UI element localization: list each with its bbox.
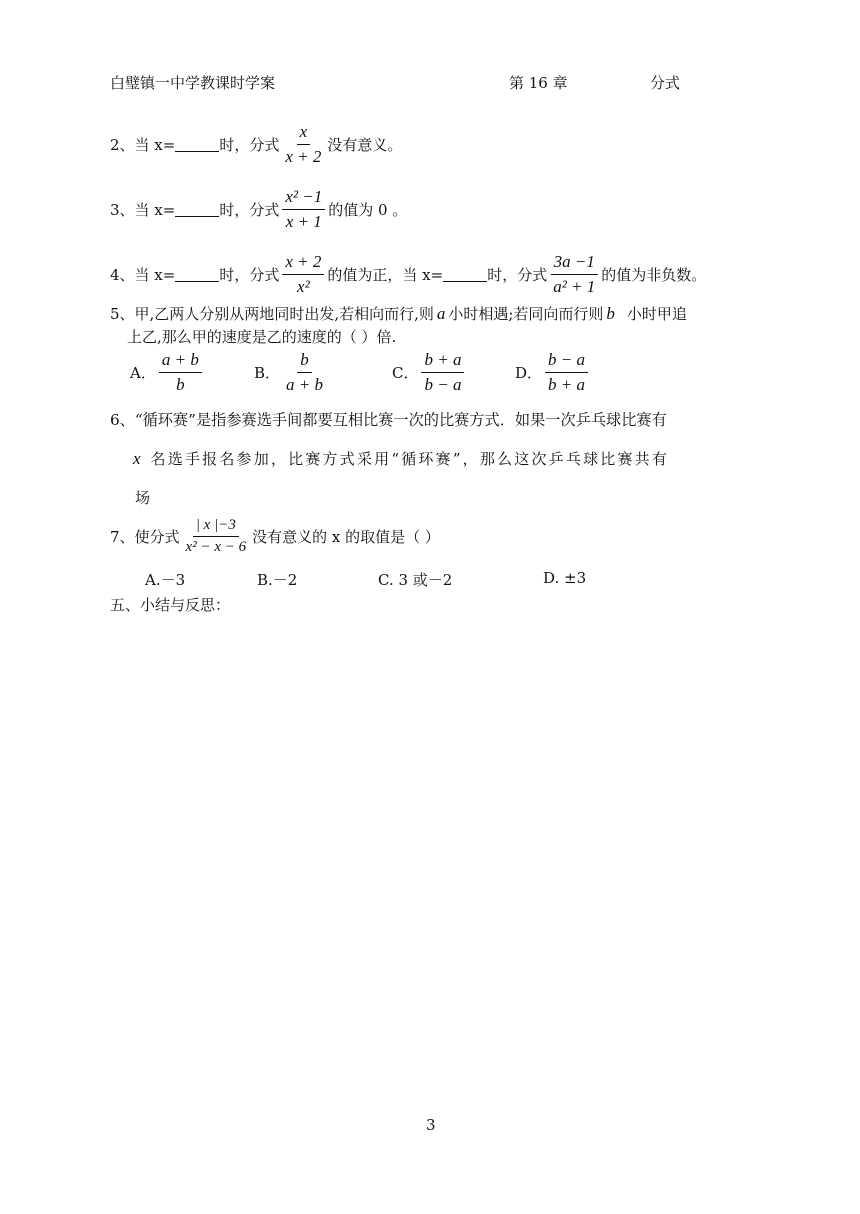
q7-prefix: 7、使分式 [110,528,180,547]
q5-text-c: 小时甲追 [626,305,687,323]
q5-option-c-fraction [421,350,464,394]
q5-option-d-den: b + a [548,374,586,394]
q6-text-2: 名选手报名参加，比赛方式采用“循环赛”，那么这次乒乓球比赛共有 [150,450,670,468]
q3-prefix: 3、当 x= [110,200,176,219]
q5-option-b-label: B． [254,363,281,382]
q7-option-c[interactable]: C. 3 或－2 [378,571,453,589]
q5-option-a-fraction [159,350,202,394]
q3-suffix: 的值为 0 。 [328,200,408,219]
header-school: 白璧镇一中学教课时学案 [110,74,276,92]
q5-option-b-fraction [283,350,326,394]
q4-prefix: 4、当 x= [110,265,176,284]
section-summary-heading: 五、小结与反思： [110,596,231,614]
q7-option-a[interactable]: A.－3 [145,571,186,589]
question-6-line-2 [133,448,753,469]
q2-mid: 时，分式 [219,135,280,154]
q5-option-a-num: a + b [159,350,202,373]
q4-blank-2[interactable] [443,267,487,282]
page-number: 3 [426,1116,436,1134]
q2-suffix: 没有意义。 [327,135,403,154]
q5-option-b[interactable] [254,350,329,394]
q7-frac-den: x² − x − 6 [185,539,247,556]
q3-frac-num: x² −1 [282,187,325,210]
q7-option-b[interactable]: B.－2 [257,571,298,589]
q2-blank[interactable] [175,137,219,152]
q3-mid: 时，分式 [219,200,280,219]
q5-option-c-den: b − a [424,374,462,394]
q4-frac1-den: x² [297,276,310,296]
q7-option-d[interactable]: D. ±3 [543,569,587,587]
question-6-line-3: 场 [135,489,151,507]
q4-mid2: 时，分式 [487,265,548,284]
q5-var-b: b [606,303,615,323]
q5-option-a-den: b [176,374,185,394]
question-5-line-2: 上乙,那么甲的速度是乙的速度的（ ）倍. [127,328,397,346]
question-6-line-1: 6、“循环赛”是指参赛选手间都要互相比赛一次的比赛方式．如果一次乒乓球比赛有 [110,411,667,429]
q3-blank[interactable] [175,202,219,217]
q2-frac-num: x [297,122,311,145]
q3-fraction [282,187,325,231]
q5-option-c-num: b + a [421,350,464,373]
q4-frac2-den: a² + 1 [553,276,596,296]
q2-frac-den: x + 2 [285,146,322,166]
q7-fraction [183,517,250,557]
q5-option-a-label: A． [130,363,156,382]
q5-option-b-num: b [297,350,312,373]
q3-frac-den: x + 1 [285,211,322,231]
question-5-line-1 [110,303,687,324]
header-chapter: 第 16 章 [509,74,568,92]
q4-fraction-2 [550,252,598,296]
question-3 [110,187,407,231]
q4-frac2-num: 3a −1 [551,252,598,275]
q4-suffix: 的值为非负数。 [601,265,707,284]
q5-option-d[interactable] [515,350,591,394]
q5-text-a: 5、甲,乙两人分别从两地同时出发,若相向而行,则 [110,305,434,323]
q4-fraction-1 [282,252,324,296]
q5-option-d-num: b − a [545,350,588,373]
q4-frac1-num: x + 2 [282,252,324,275]
q5-option-b-den: a + b [286,374,324,394]
q5-option-c[interactable] [392,350,467,394]
q7-frac-num: | x |−3 [193,517,239,537]
q4-blank-1[interactable] [175,267,219,282]
q5-option-a[interactable] [130,350,205,394]
q2-fraction [282,122,324,166]
q6-var-x: x [133,448,141,468]
question-4 [110,252,706,296]
header-topic: 分式 [650,74,681,92]
q2-prefix: 2、当 x= [110,135,176,154]
question-2 [110,122,402,166]
q4-middle: 的值为正，当 x= [327,265,444,284]
q5-option-d-fraction [545,350,588,394]
q5-var-a: a [436,303,446,323]
q7-suffix: 没有意义的 x 的取值是（ ） [252,528,440,547]
q5-option-d-label: D． [515,363,543,382]
q4-mid: 时，分式 [219,265,280,284]
q5-option-c-label: C． [392,363,419,382]
question-7 [110,517,440,557]
q5-text-b: 小时相遇;若同向而行则 [448,305,604,323]
